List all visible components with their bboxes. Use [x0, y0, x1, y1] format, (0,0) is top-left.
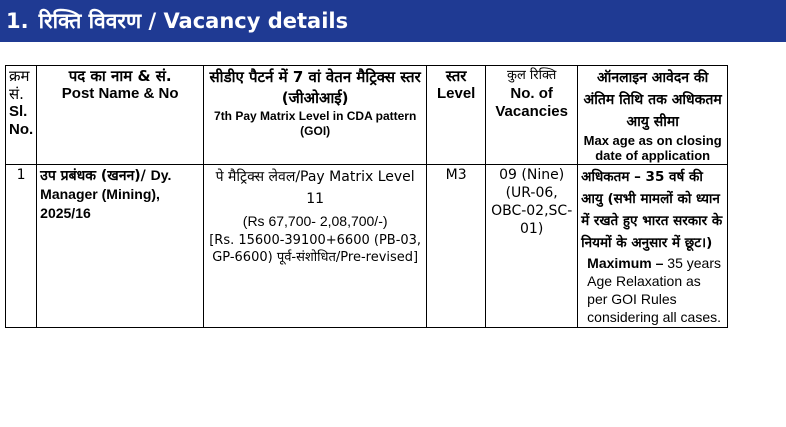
header-level-hi: स्तर: [445, 67, 467, 85]
header-sl-en: Sl. No.: [9, 103, 34, 138]
row-post-en: Dy. Manager (Mining), 2025/16: [40, 167, 172, 221]
row-age-en-rest: 35 years Age Relaxation as per GOI Rules considering all cases.: [587, 255, 722, 325]
row-pay-line2: (Rs 67,700- 2,08,700/-): [242, 213, 388, 229]
row-vac-line2: (UR-06, OBC-02,SC-01): [491, 185, 573, 237]
header-pay-en: 7th Pay Matrix Level in CDA pattern (GOI): [214, 109, 417, 138]
header-sl: [6, 66, 37, 165]
header-level: [427, 66, 486, 165]
header-post: [37, 66, 204, 165]
row-vacancies: [486, 165, 578, 328]
table-header-row: [6, 66, 728, 165]
row-pay-line1: पे मैट्रिक्स लेवल/Pay Matrix Level 11: [215, 169, 415, 207]
header-post-en: Post Name & No: [61, 85, 179, 102]
header-level-en: Level: [436, 85, 476, 102]
header-sl-hi: क्रम सं.: [9, 67, 30, 103]
header-age-hi: ऑनलाइन आवेदन की अंतिम तिथि तक अधिकतम आयु सीमा: [583, 70, 722, 130]
row-level: M3: [427, 165, 486, 328]
header-vac-en: No. of Vacancies: [495, 85, 568, 120]
vacancy-table: [5, 65, 728, 328]
header-post-hi: पद का नाम & सं.: [68, 67, 172, 85]
section-title: रिक्ति विवरण / Vacancy details: [38, 9, 349, 33]
row-pay-line3: [Rs. 15600-39100+6600 (PB-03, GP-6600) पूर्व-संशोधित/Pre-revised]: [209, 233, 422, 265]
header-pay: [204, 66, 427, 165]
header-vacancies: [486, 66, 578, 165]
section-header: [0, 0, 786, 42]
row-post-hi: उप प्रबंधक (खनन)/: [40, 168, 146, 184]
row-age-en: [581, 254, 724, 326]
row-age: [578, 165, 728, 328]
header-pay-hi: सीडीए पैटर्न में 7 वां वेतन मैट्रिक्स स्तर (जीओआई): [209, 68, 421, 107]
row-age-hi: अधिकतम – 35 वर्ष की आयु (सभी मामलों को ध्यान में रखते हुए भारत सरकार के नियमों के अनुसार में छूट।): [581, 169, 723, 251]
row-age-en-bold: Maximum –: [587, 255, 664, 271]
header-age: [578, 66, 728, 165]
header-vac-hi: कुल रिक्ति: [506, 68, 557, 83]
section-number: 1.: [6, 9, 29, 33]
header-age-en: Max age as on closing date of application: [583, 133, 722, 163]
table-row: [6, 165, 728, 328]
row-post: [37, 165, 204, 328]
row-pay: [204, 165, 427, 328]
row-vac-line1: 09 (Nine): [499, 167, 565, 183]
row-sl: 1: [6, 165, 37, 328]
